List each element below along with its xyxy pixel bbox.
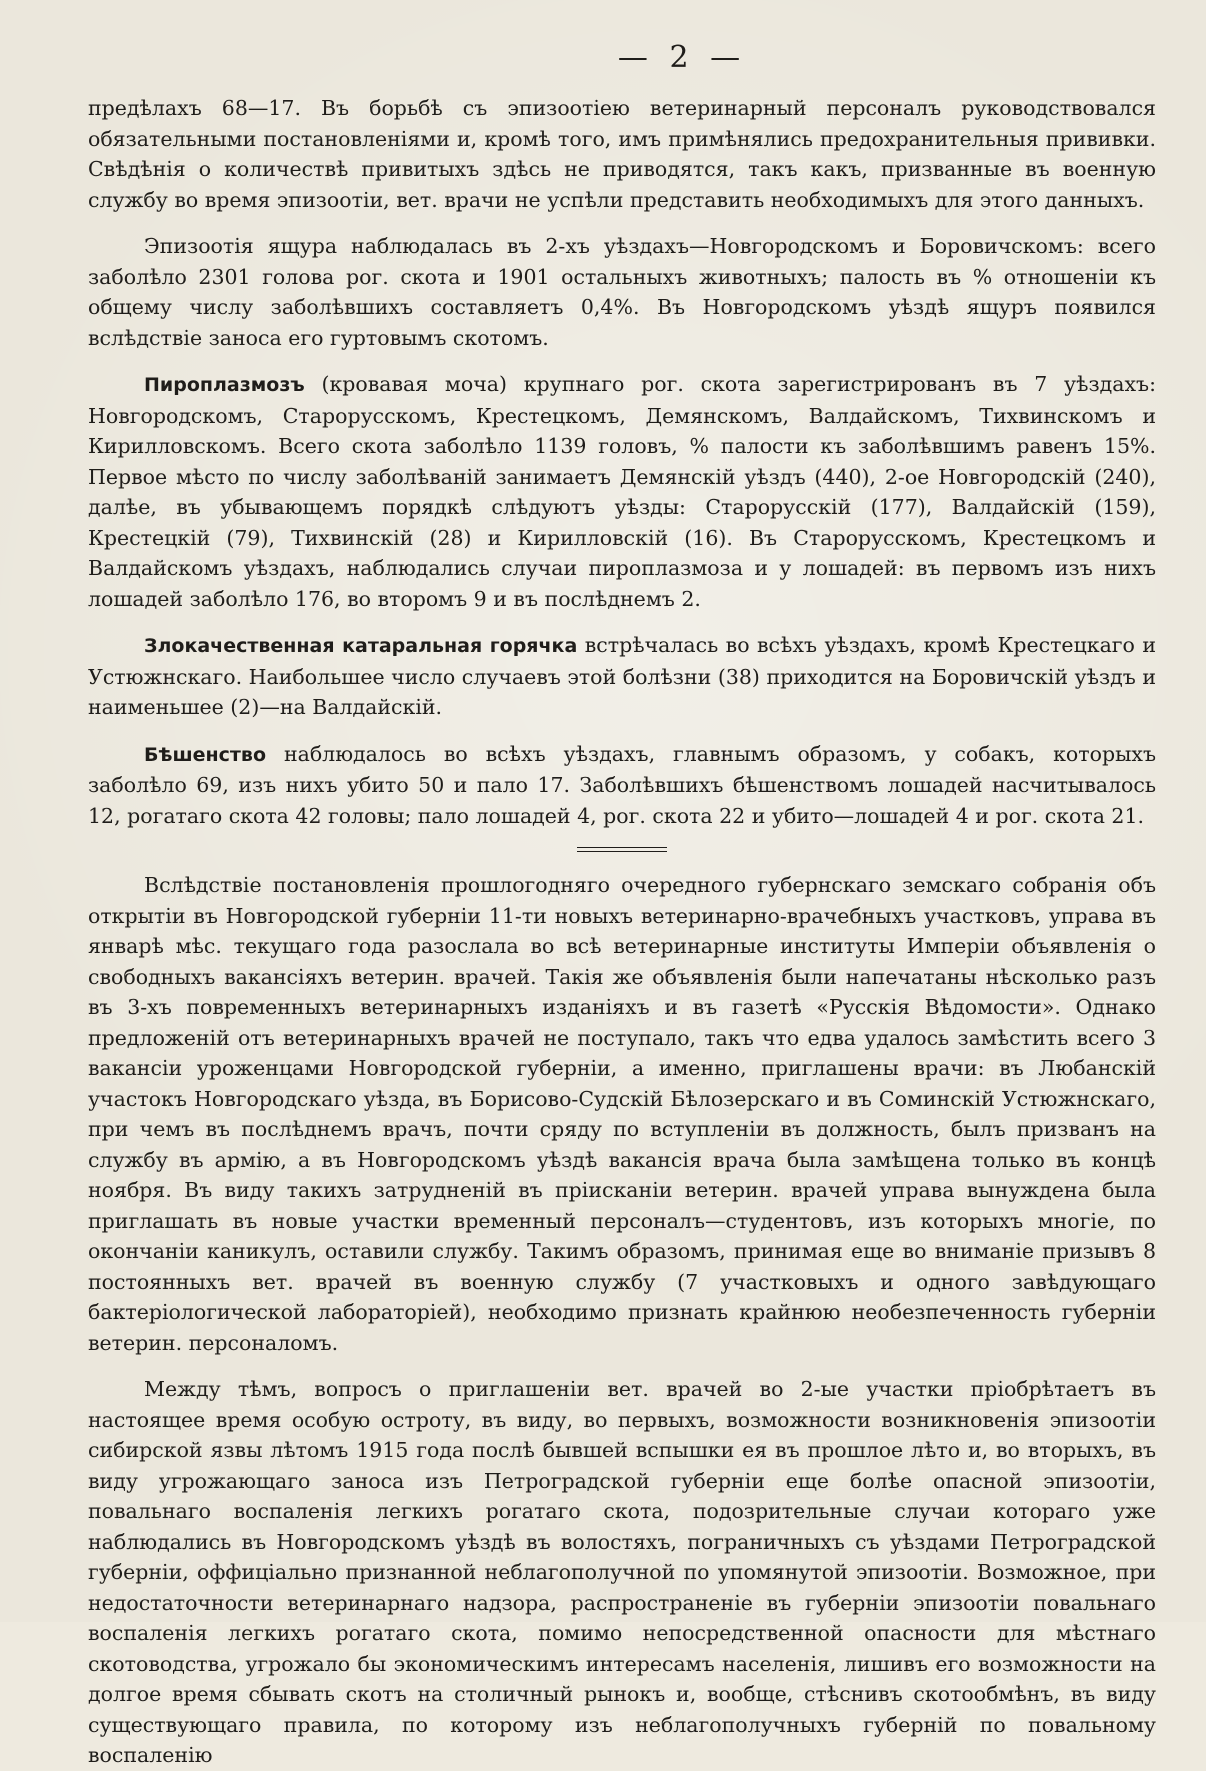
paragraph-text: наблюдалось во всѣхъ уѣздахъ, главнымъ образомъ, у собакъ, которыхъ заболѣло 69, изъ нихъ убито 50 и пало 17. Заболѣвшихъ бѣшенствомъ лошадей насчитывалось 12, рогатаго скота 42 головы; пало лошадей 4, рог. скота 22 и убито—лошадей 4 и рог. скота 21. xyxy=(88,741,1156,828)
paragraph-pleuropneumonia-threat xyxy=(88,1374,1156,1771)
paragraph-text: встрѣчалась во всѣхъ уѣздахъ, кромѣ Крестецкаго и Устюжнскаго. Наибольшее число случаевъ этой болѣзни (38) приходится на Боровичскій уѣздъ и наименьшее (2)—на Валдайскій. xyxy=(88,633,1156,719)
paragraph-catarrhal-fever xyxy=(88,630,1156,723)
paragraph-text: Эпизоотія ящура наблюдалась въ 2-хъ уѣздахъ—Новгородскомъ и Боровичскомъ: всего заболѣло 2301 голова рог. скота и 1901 остальныхъ животныхъ; палость въ % отношеніи къ общему числу заболѣвшихъ составляетъ 0,4%. Въ Новгородскомъ уѣздѣ ящуръ появился вслѣдствіе заноса его гуртовымъ скотомъ. xyxy=(88,234,1156,350)
paragraph-text: Вслѣдствіе постановленія прошлогодняго очередного губернскаго земскаго собранія объ открытіи въ Новгородской губерніи 11-ти новыхъ ветеринарно-врачебныхъ участковъ, управа въ январѣ мѣс. текущаго года разослала во всѣ ветеринарные институты Имперіи объявленія о свободныхъ вакансіяхъ ветерин. врачей. Такія же объявленія были напечатаны нѣсколько разъ въ 3-хъ повременныхъ ветеринарныхъ изданіяхъ и въ газетѣ «Русскія Вѣдомости». Однако предложеній отъ ветеринарныхъ врачей не поступало, такъ что едва удалось замѣстить всего 3 вакансіи уроженцами Новгородской губерніи, а именно, приглашены врачи: въ Любанскій участокъ Новгородскаго уѣзда, въ Борисово-Судскій Бѣлозерскаго и въ Соминскій Устюжнскаго, при чемъ въ послѣднемъ врачъ, почти сряду по вступленіи въ должность, былъ призванъ на службу въ армію, а въ Новгородскомъ уѣздѣ вакансія врача была замѣщена только въ концѣ ноября. Въ виду такихъ затрудненій въ пріисканіи ветерин. врачей управа вынуждена была приглашать въ новые участки временный персоналъ—студентовъ, изъ которыхъ многіе, по окончаніи каникулъ, оставили службу. Такимъ образомъ, принимая еще во вниманіе призывъ 8 постоянныхъ вет. врачей въ военную службу (7 участковыхъ и одного завѣдующаго бактеріологической лабораторіей), необходимо признать крайнюю необезпеченность губерніи ветерин. персоналомъ. xyxy=(88,873,1156,1355)
paragraph-anthrax-conclusion xyxy=(88,93,1156,215)
paragraph-term: Злокачественная катаральная горячка xyxy=(144,635,578,657)
paragraph-vacancies xyxy=(88,870,1156,1358)
page-number: — 2 — xyxy=(617,40,747,75)
paragraph-term: Бѣшенство xyxy=(144,743,267,766)
paragraph-foot-and-mouth xyxy=(88,231,1156,353)
paragraph-term: Пироплазмозъ xyxy=(144,374,305,396)
paragraph-text: (кровавая моча) крупнаго рог. скота зарегистрированъ въ 7 уѣздахъ: Новгородскомъ, Старорусскомъ, Крестецкомъ, Демянскомъ, Валдайскомъ, Тихвинскомъ и Кирилловскомъ. Всего скота заболѣло 1139 головъ, % палости къ заболѣвшимъ равенъ 15%. Первое мѣсто по числу заболѣваній занимаетъ Демянскій уѣздъ (440), 2-ое Новгородскій (240), далѣе, въ убывающемъ порядкѣ слѣдуютъ уѣзды: Старорусскій (177), Валдайскій (159), Крестецкій (79), Тихвинскій (28) и Кирилловскій (16). Въ Старорусскомъ, Крестецкомъ и Валдайскомъ уѣздахъ, наблюдались случаи пироплазмоза и у лошадей: въ первомъ изъ нихъ лошадей заболѣло 176, во второмъ 9 и въ послѣднемъ 2. xyxy=(88,372,1156,611)
section-divider xyxy=(577,847,667,852)
paragraph-piroplasmosis xyxy=(88,369,1156,614)
paragraph-text: предѣлахъ 68—17. Въ борьбѣ съ эпизоотіею ветеринарный персоналъ руководствовался обязательными постановленіями и, кромѣ того, имъ примѣнялись предохранительныя прививки. Свѣдѣнія о количествѣ привитыхъ здѣсь не приводятся, такъ какъ, призванные въ военную службу во время эпизоотіи, вет. врачи не успѣли представить необходимыхъ для этого данныхъ. xyxy=(88,96,1156,212)
paragraph-text: Между тѣмъ, вопросъ о приглашеніи вет. врачей во 2-ые участки пріобрѣтаетъ въ настоящее время особую остроту, въ виду, во первыхъ, возможности возникновенія эпизоотіи сибирской язвы лѣтомъ 1915 года послѣ бывшей вспышки ея въ прошлое лѣто и, во вторыхъ, въ виду угрожающаго заноса изъ Петроградской губерніи еще болѣе опасной эпизоотіи, повальнаго воспаленія легкихъ рогатаго скота, подозрительные случаи котораго уже наблюдались въ Новгородскомъ уѣздѣ въ волостяхъ, пограничныхъ съ уѣздами Петроградской губерніи, оффиціально признанной неблагополучной по упомянутой эпизоотіи. Возможное, при недостаточности ветеринарнаго надзора, распространеніе въ губерніи эпизоотіи повальнаго воспаленія легкихъ рогатаго скота, помимо непосредственной опасности для мѣстнаго скотоводства, угрожало бы экономическимъ интересамъ населенія, лишивъ его возможности на долгое время сбывать скотъ на столичный рынокъ и, вообще, стѣснивъ скотообмѣнъ, въ виду существующаго правила, по которому изъ неблагополучныхъ губерній по повальному воспаленію xyxy=(88,1377,1156,1767)
paragraph-rabies xyxy=(88,739,1156,832)
